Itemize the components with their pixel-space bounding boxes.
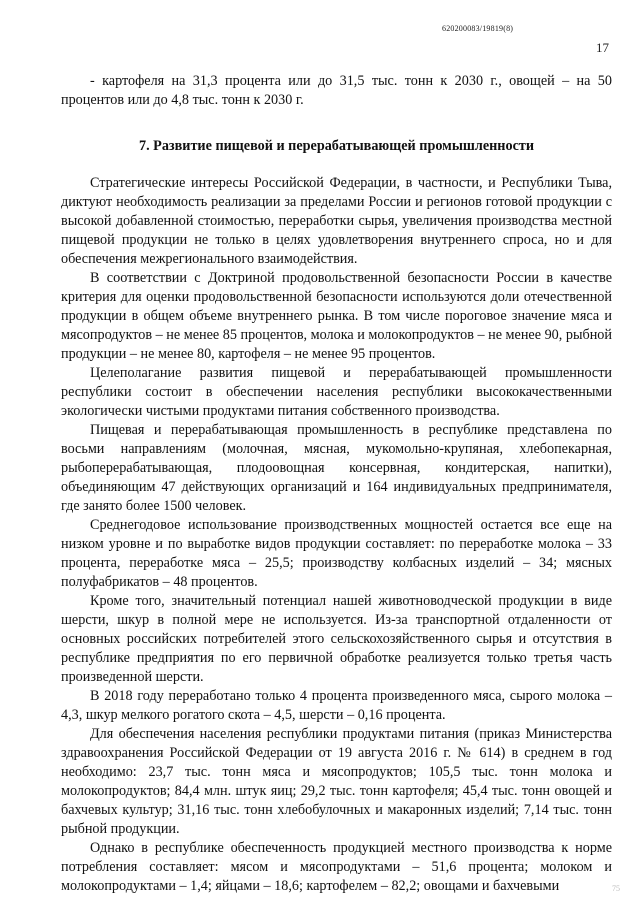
corner-mark: 75 (612, 884, 620, 893)
document-body (61, 72, 612, 896)
page-number: 17 (596, 40, 609, 55)
section-title: 7. Развитие пищевой и перерабатывающей промышленности (138, 138, 535, 154)
paragraph: Среднегодовое использование производственных мощностей остается все еще на низком уровне и по выработке видов продукции составляет: по переработке молока – 33 процента, переработке мяса – 25,5; производству колбасных изделий – 34; мясных полуфабрикатов – 48 процентов. (61, 517, 612, 590)
paragraph: Однако в республике обеспеченность продукцией местного производства к норме потребления составляет: мясом и мясопродуктами – 51,6 процента; молоком и молокопродуктами – 1,4; яйцами – 18,6; картофелем – 82,2; овощами и бахчевыми (61, 840, 612, 894)
paragraph: Кроме того, значительный потенциал нашей животноводческой продукции в виде шерсти, шкур в полной мере не используется. Из-за транспортной отдаленности от основных российских потребителей этого сельскохозяйственного сырья и отсутствия в республике предприятия по его первичной обработке реализуется только третья часть произведенной шерсти. (61, 593, 612, 685)
intro-paragraph: - картофеля на 31,3 процента или до 31,5 тыс. тонн к 2030 г., овощей – на 50 процентов или до 4,8 тыс. тонн к 2030 г. (61, 73, 612, 108)
paragraph: В соответствии с Доктриной продовольственной безопасности России в качестве критерия для оценки продовольственной безопасности используются доли отечественной продукции в общем объеме внутреннего рынка. В том числе пороговое значение мяса и мясопродуктов – не менее 85 процентов, молока и молокопродуктов – не менее 90, рыбной продукции – не менее 80, картофеля – не менее 95 процентов. (61, 270, 612, 362)
paragraph: Стратегические интересы Российской Федерации, в частности, и Республики Тыва, диктуют необходимость реализации за пределами России и регионов готовой продукции с высокой добавленной стоимостью, переработки сырья, увеличения производства местной пищевой продукции не только в целях удовлетворения внутреннего спроса, но и для обеспечения межрегионального взаимодействия. (61, 175, 612, 267)
paragraph: Пищевая и перерабатывающая промышленность в республике представлена по восьми направлениям (молочная, мясная, мукомольно-крупяная, хлебопекарная, рыбоперерабатывающая, плодоовощная консервная, кондитерская, напитки), объединяющим 47 действующих организаций и 164 индивидуальных предпринимателя, где занято более 1500 человек. (61, 422, 612, 514)
doc-id: 620200083/19819(8) (442, 24, 514, 33)
paragraph: В 2018 году переработано только 4 процента произведенного мяса, сырого молока – 4,3, шкур мелкого рогатого скота – 4,5, шерсти – 0,16 процента. (61, 688, 612, 723)
paragraph: Для обеспечения населения республики продуктами питания (приказ Министерства здравоохранения Российской Федерации от 19 августа 2016 г. № 614) в среднем в год необходимо: 23,7 тыс. тонн мяса и мясопродуктов; 105,5 тыс. тонн молока и молокопродуктов; 84,4 млн. штук яиц; 29,2 тыс. тонн картофеля; 45,4 тыс. тонн овощей и бахчевых культур; 31,16 тыс. тонн хлебобулочных и макаронных изделий; 7,14 тыс. тонн рыбной продукции. (61, 726, 612, 837)
paragraph: Целеполагание развития пищевой и перерабатывающей промышленности республики состоит в обеспечении населения республики высококачественными экологически чистыми продуктами питания собственного производства. (61, 365, 612, 419)
